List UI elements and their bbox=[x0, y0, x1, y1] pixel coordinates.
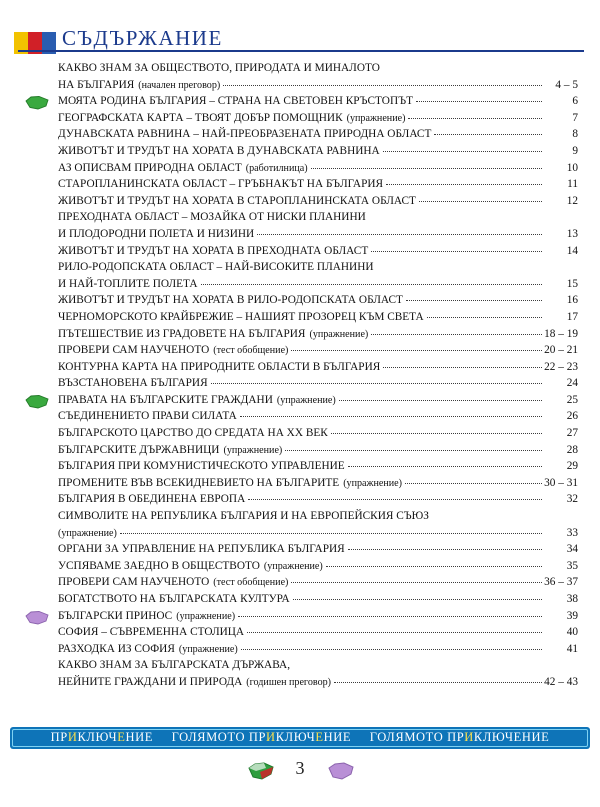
toc-entry-page: 17 bbox=[566, 310, 578, 323]
toc-entry-page: 14 bbox=[566, 244, 578, 257]
toc-dot-leader bbox=[291, 350, 542, 351]
toc-entry-subtitle: (упражнение) bbox=[276, 394, 336, 406]
toc-entry-title: ЖИВОТЪТ И ТРУДЪТ НА ХОРАТА В ДУНАВСКАТА РАВНИНА bbox=[58, 144, 380, 157]
toc-entry-page: 28 bbox=[566, 443, 578, 456]
toc-entry[interactable] bbox=[0, 162, 600, 179]
toc-entry-title: УСПЯВАМЕ ЗАЕДНО В ОБЩЕСТВОТО bbox=[58, 559, 260, 572]
toc-entry-title: БЪЛГАРСКИ ПРИНОС bbox=[58, 609, 173, 622]
toc-dot-leader bbox=[201, 284, 542, 285]
toc-dot-leader bbox=[238, 616, 542, 617]
toc-entry-page: 9 bbox=[572, 144, 578, 157]
toc-entry[interactable] bbox=[0, 294, 600, 311]
table-of-contents bbox=[0, 62, 600, 693]
toc-entry-title: ПРОМЕНИТЕ ВЪВ ВСЕКИДНЕВИЕТО НА БЪЛГАРИТЕ bbox=[58, 476, 340, 489]
toc-entry-page: 40 bbox=[566, 626, 578, 639]
toc-entry-title: СИМВОЛИТЕ НА РЕПУБЛИКА БЪЛГАРИЯ И НА ЕВРОПЕЙСКИЯ СЪЮЗ bbox=[58, 510, 429, 523]
toc-entry-title: СОФИЯ – СЪВРЕМЕННА СТОЛИЦА bbox=[58, 626, 245, 639]
toc-entry[interactable] bbox=[0, 610, 600, 627]
footer-band-label-1: ПРИКЛЮЧЕНИЕ bbox=[50, 730, 153, 744]
toc-entry-page: 10 bbox=[566, 161, 578, 174]
toc-entry[interactable] bbox=[0, 560, 600, 577]
toc-entry[interactable] bbox=[0, 328, 600, 345]
toc-entry[interactable] bbox=[0, 79, 600, 96]
toc-entry-page: 27 bbox=[566, 427, 578, 440]
toc-entry-subtitle: (упражнение) bbox=[223, 444, 283, 456]
toc-entry-subtitle: (упражнение) bbox=[176, 610, 236, 622]
toc-entry[interactable] bbox=[0, 261, 600, 278]
toc-entry-page: 30 – 31 bbox=[544, 476, 578, 489]
toc-entry-title: ОРГАНИ ЗА УПРАВЛЕНИЕ НА РЕПУБЛИКА БЪЛГАРИЯ bbox=[58, 543, 345, 556]
toc-entry-page: 29 bbox=[566, 460, 578, 473]
toc-entry[interactable] bbox=[0, 278, 600, 295]
toc-dot-leader bbox=[331, 433, 542, 434]
toc-entry-title: БОГАТСТВОТО НА БЪЛГАРСКАТА КУЛТУРА bbox=[58, 593, 290, 605]
toc-dot-leader bbox=[386, 184, 542, 185]
toc-entry-subtitle: (упражнение) bbox=[346, 112, 406, 124]
toc-entry[interactable] bbox=[0, 410, 600, 427]
green-map-icon bbox=[24, 95, 50, 110]
toc-entry-page: 42 – 43 bbox=[544, 675, 578, 688]
toc-entry-subtitle: (тест обобщение) bbox=[213, 577, 289, 589]
bulgaria-map-icon-right bbox=[326, 760, 356, 782]
toc-entry-page: 26 bbox=[566, 410, 578, 423]
toc-dot-leader bbox=[120, 533, 542, 534]
purple-map-icon bbox=[24, 610, 50, 625]
toc-entry-page: 7 bbox=[572, 111, 578, 124]
toc-dot-leader bbox=[247, 632, 542, 633]
toc-dot-leader bbox=[427, 317, 542, 318]
toc-dot-leader bbox=[311, 168, 542, 169]
toc-entry[interactable] bbox=[0, 676, 600, 693]
toc-entry-title: ВЪЗСТАНОВЕНА БЪЛГАРИЯ bbox=[58, 377, 208, 390]
toc-entry-page: 8 bbox=[572, 128, 578, 141]
toc-entry[interactable] bbox=[0, 626, 600, 643]
toc-entry[interactable] bbox=[0, 477, 600, 494]
toc-dot-leader bbox=[326, 566, 542, 567]
toc-entry-title: И ПЛОДОРОДНИ ПОЛЕТА И НИЗИНИ bbox=[58, 227, 255, 240]
toc-entry-title: НА БЪЛГАРИЯ bbox=[58, 78, 135, 91]
toc-entry-title: БЪЛГАРСКИТЕ ДЪРЖАВНИЦИ bbox=[58, 443, 220, 456]
toc-entry-page: 41 bbox=[566, 642, 578, 655]
toc-entry-subtitle: (работилница) bbox=[245, 162, 308, 174]
toc-entry[interactable] bbox=[0, 394, 600, 411]
toc-dot-leader bbox=[240, 416, 542, 417]
toc-dot-leader bbox=[348, 466, 542, 467]
toc-entry-page: 22 – 23 bbox=[544, 360, 578, 373]
toc-entry-subtitle: (упражнение) bbox=[58, 527, 117, 539]
toc-entry-title: РИЛО-РОДОПСКАТА ОБЛАСТ – НАЙ-ВИСОКИТЕ ПЛАНИНИ bbox=[58, 261, 374, 274]
toc-entry-title: СЪЕДИНЕНИЕТО ПРАВИ СИЛАТА bbox=[58, 410, 237, 423]
toc-entry-page: 38 bbox=[566, 593, 578, 605]
toc-entry-page: 25 bbox=[566, 393, 578, 406]
toc-entry-title: ПРОВЕРИ САМ НАУЧЕНОТО bbox=[58, 576, 210, 589]
toc-entry[interactable] bbox=[0, 444, 600, 461]
toc-entry[interactable] bbox=[0, 344, 600, 361]
toc-dot-leader bbox=[257, 234, 542, 235]
toc-entry-title: ЧЕРНОМОРСКОТО КРАЙБРЕЖИЕ – НАШИЯТ ПРОЗОРЕЦ КЪМ СВЕТА bbox=[58, 310, 424, 323]
toc-entry[interactable] bbox=[0, 145, 600, 162]
toc-dot-leader bbox=[416, 101, 542, 102]
toc-dot-leader bbox=[285, 450, 542, 451]
toc-entry-title: ДУНАВСКАТА РАВНИНА – НАЙ-ПРЕОБРАЗЕНАТА ПРИРОДНА ОБЛАСТ bbox=[58, 128, 432, 141]
toc-dot-leader bbox=[371, 334, 542, 335]
toc-dot-leader bbox=[291, 582, 542, 583]
toc-entry-page: 36 – 37 bbox=[544, 576, 578, 589]
toc-entry-title: БЪЛГАРИЯ ПРИ КОМУНИСТИЧЕСКОТО УПРАВЛЕНИЕ bbox=[58, 460, 345, 473]
toc-entry-page: 6 bbox=[572, 95, 578, 108]
toc-entry-page: 16 bbox=[566, 294, 578, 307]
toc-entry[interactable] bbox=[0, 62, 600, 79]
toc-entry-page: 18 – 19 bbox=[544, 327, 578, 340]
footer-band-label-2: ГОЛЯМОТО ПРИКЛЮЧЕНИЕ bbox=[171, 730, 352, 744]
header-divider bbox=[18, 50, 584, 52]
page-number: 3 bbox=[295, 758, 305, 778]
toc-entry-title: ПРЕХОДНАТА ОБЛАСТ – МОЗАЙКА ОТ НИСКИ ПЛАНИНИ bbox=[58, 211, 366, 224]
toc-dot-leader bbox=[223, 85, 542, 86]
page-title: СЪДЪРЖАНИЕ bbox=[62, 26, 223, 50]
toc-entry-title: ПЪТЕШЕСТВИЕ ИЗ ГРАДОВЕТЕ НА БЪЛГАРИЯ bbox=[58, 327, 306, 340]
toc-entry-title: МОЯТА РОДИНА БЪЛГАРИЯ – СТРАНА НА СВЕТОВЕН КРЪСТОПЪТ bbox=[58, 95, 413, 108]
toc-entry[interactable] bbox=[0, 178, 600, 195]
toc-dot-leader bbox=[293, 599, 542, 600]
toc-entry[interactable] bbox=[0, 527, 600, 544]
toc-entry-page: 4 – 5 bbox=[555, 78, 578, 91]
toc-entry[interactable] bbox=[0, 510, 600, 527]
toc-entry-title: БЪЛГАРСКОТО ЦАРСТВО ДО СРЕДАТА НА ХХ ВЕК bbox=[58, 427, 328, 440]
toc-dot-leader bbox=[434, 134, 542, 135]
toc-entry[interactable] bbox=[0, 128, 600, 145]
toc-dot-leader bbox=[383, 151, 542, 152]
toc-entry-title: НЕЙНИТЕ ГРАЖДАНИ И ПРИРОДА bbox=[58, 675, 243, 688]
toc-entry-title: ЖИВОТЪТ И ТРУДЪТ НА ХОРАТА В ПРЕХОДНАТА ОБЛАСТ bbox=[58, 244, 369, 257]
toc-entry[interactable] bbox=[0, 211, 600, 228]
toc-entry[interactable] bbox=[0, 95, 600, 112]
toc-entry[interactable] bbox=[0, 493, 600, 510]
toc-entry-page: 24 bbox=[566, 377, 578, 390]
toc-entry[interactable] bbox=[0, 543, 600, 560]
toc-dot-leader bbox=[419, 201, 542, 202]
toc-dot-leader bbox=[405, 483, 542, 484]
toc-entry[interactable] bbox=[0, 245, 600, 262]
toc-entry[interactable] bbox=[0, 576, 600, 593]
toc-entry-subtitle: (упражнение) bbox=[263, 560, 323, 572]
toc-entry-page: 35 bbox=[566, 559, 578, 572]
toc-entry-subtitle: (тест обобщение) bbox=[213, 345, 289, 357]
toc-entry[interactable] bbox=[0, 311, 600, 328]
toc-entry-title: СТАРОПЛАНИНСКАТА ОБЛАСТ – ГРЪБНАКЪТ НА БЪЛГАРИЯ bbox=[58, 178, 384, 191]
toc-entry-page: 13 bbox=[566, 227, 578, 240]
toc-entry-title: И НАЙ-ТОПЛИТЕ ПОЛЕТА bbox=[58, 277, 198, 290]
toc-entry-title: КОНТУРНА КАРТА НА ПРИРОДНИТЕ ОБЛАСТИ В БЪЛГАРИЯ bbox=[58, 360, 381, 373]
toc-dot-leader bbox=[348, 549, 542, 550]
toc-dot-leader bbox=[211, 383, 542, 384]
toc-entry-subtitle: (упражнение) bbox=[343, 477, 403, 489]
toc-entry[interactable] bbox=[0, 593, 600, 610]
toc-entry-title: ЖИВОТЪТ И ТРУДЪТ НА ХОРАТА В РИЛО-РОДОПСКАТА ОБЛАСТ bbox=[58, 294, 403, 307]
toc-entry[interactable] bbox=[0, 112, 600, 129]
toc-entry[interactable] bbox=[0, 643, 600, 660]
toc-entry-subtitle: (упражнение) bbox=[309, 328, 369, 340]
toc-entry-page: 39 bbox=[566, 609, 578, 622]
green-map-icon bbox=[24, 394, 50, 409]
toc-entry[interactable] bbox=[0, 659, 600, 676]
toc-entry[interactable] bbox=[0, 377, 600, 394]
toc-entry-subtitle: (упражнение) bbox=[178, 643, 238, 655]
footer-band bbox=[10, 727, 590, 749]
toc-entry-title: БЪЛГАРИЯ В ОБЕДИНЕНА ЕВРОПА bbox=[58, 493, 246, 506]
toc-entry-subtitle: (начален преговор) bbox=[138, 79, 221, 91]
toc-entry-title: ПРАВАТА НА БЪЛГАРСКИТЕ ГРАЖДАНИ bbox=[58, 393, 273, 406]
toc-entry-page: 33 bbox=[566, 526, 578, 539]
toc-dot-leader bbox=[371, 251, 542, 252]
toc-entry-title: ЖИВОТЪТ И ТРУДЪТ НА ХОРАТА В СТАРОПЛАНИНСКАТА ОБЛАСТ bbox=[58, 194, 416, 207]
toc-entry[interactable] bbox=[0, 195, 600, 212]
toc-entry[interactable] bbox=[0, 427, 600, 444]
toc-dot-leader bbox=[339, 400, 542, 401]
toc-entry-title: РАЗХОДКА ИЗ СОФИЯ bbox=[58, 642, 175, 655]
toc-entry[interactable] bbox=[0, 228, 600, 245]
page-header bbox=[0, 18, 600, 52]
toc-entry-title: ГЕОГРАФСКАТА КАРТА – ТВОЯТ ДОБЪР ПОМОЩНИК bbox=[58, 111, 343, 124]
toc-entry-title: ПРОВЕРИ САМ НАУЧЕНОТО bbox=[58, 344, 210, 357]
toc-entry-page: 11 bbox=[567, 178, 578, 191]
toc-entry-page: 20 – 21 bbox=[544, 344, 578, 357]
toc-entry[interactable] bbox=[0, 361, 600, 378]
toc-entry-title: КАКВО ЗНАМ ЗА БЪЛГАРСКАТА ДЪРЖАВА, bbox=[58, 659, 291, 672]
toc-entry[interactable] bbox=[0, 460, 600, 477]
toc-entry-page: 15 bbox=[566, 277, 578, 290]
toc-dot-leader bbox=[248, 499, 542, 500]
toc-entry-title: АЗ ОПИСВАМ ПРИРОДНА ОБЛАСТ bbox=[58, 161, 242, 174]
toc-dot-leader bbox=[408, 118, 542, 119]
footer-band-label-3: ГОЛЯМОТО ПРИКЛЮЧЕНИЕ bbox=[369, 730, 550, 744]
toc-dot-leader bbox=[334, 682, 542, 683]
toc-entry-page: 32 bbox=[566, 493, 578, 506]
toc-entry-subtitle: (годишен преговор) bbox=[246, 676, 332, 688]
toc-dot-leader bbox=[241, 649, 542, 650]
toc-entry-title: КАКВО ЗНАМ ЗА ОБЩЕСТВОТО, ПРИРОДАТА И МИНАЛОТО bbox=[58, 62, 380, 74]
footer-band-text bbox=[10, 730, 590, 745]
toc-dot-leader bbox=[383, 367, 542, 368]
toc-entry-page: 12 bbox=[566, 194, 578, 207]
toc-dot-leader bbox=[406, 300, 542, 301]
toc-entry-page: 34 bbox=[566, 543, 578, 556]
